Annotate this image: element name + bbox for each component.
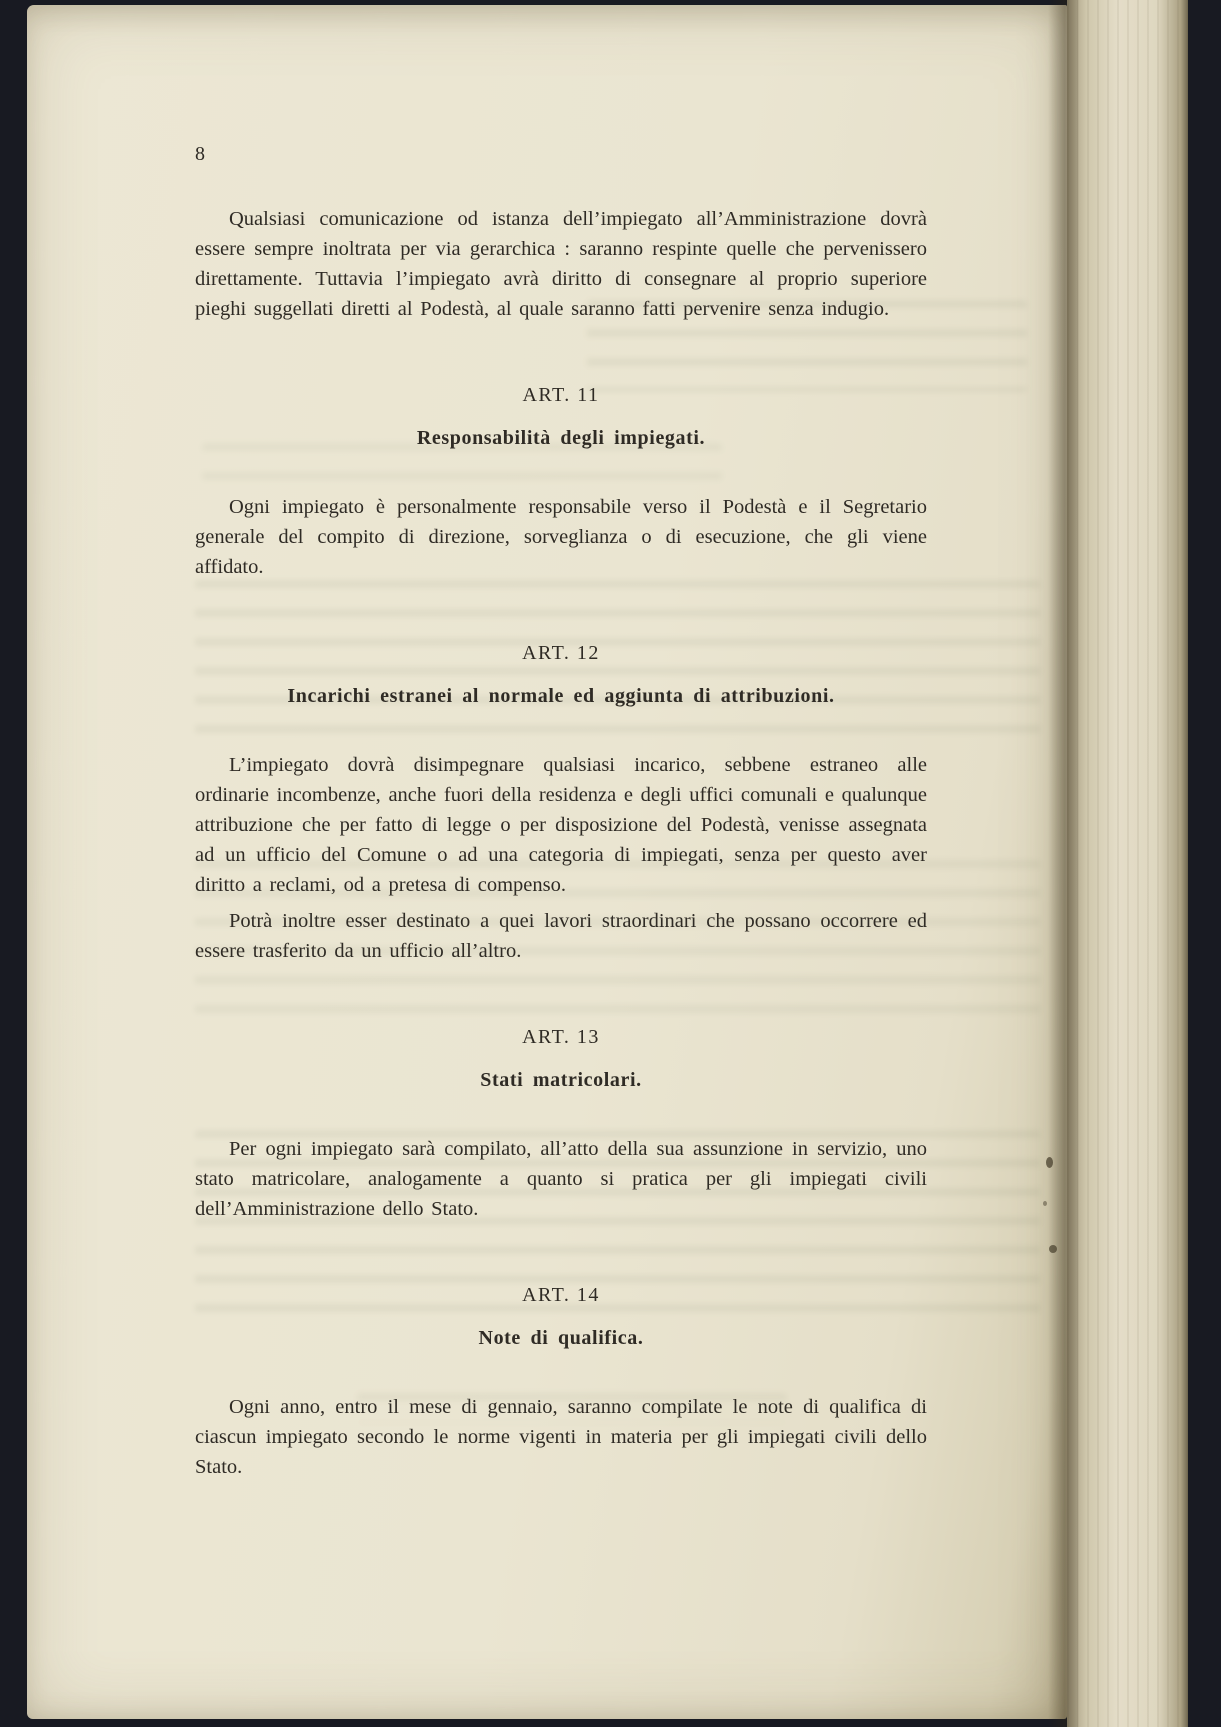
article-11-title: Responsabilità degli impiegati. [416, 427, 706, 449]
page-number: 8 [195, 143, 206, 165]
article-14-paragraph: Ogni anno, entro il mese di gennaio, saranno compilate le note di qualifica di ciascun impiegato secondo le norme vigenti in materia per gli impiegati civili dello Stato. [195, 1396, 927, 1478]
binding-speck [1049, 1245, 1057, 1253]
article-11-paragraph: Ogni impiegato è personalmente responsabile verso il Podestà e il Segretario generale del compito di direzione, sorveglianza o di esecuzione, che gli viene affidato. [195, 496, 927, 578]
article-13 [195, 1026, 927, 1224]
article-12-label: ART. 12 [522, 642, 600, 664]
intro-paragraph: Qualsiasi comunicazione od istanza dell’impiegato all’Amministrazione dovrà essere sempre inoltrata per via gerarchica : saranno respinte quelle che pervenissero direttamente. Tuttavia l’impiegato avrà diritto di consegnare al proprio superiore pieghi suggellati diretti al Podestà, al quale saranno fatti pervenire senza indugio. [195, 208, 927, 320]
next-page-edge [1067, 0, 1188, 1727]
article-11-label: ART. 11 [522, 384, 600, 406]
article-11 [195, 384, 927, 582]
article-13-label: ART. 13 [522, 1026, 600, 1048]
article-13-title: Stati matricolari. [480, 1069, 642, 1091]
article-12 [195, 642, 927, 966]
book-page [27, 5, 1067, 1719]
article-14 [195, 1284, 927, 1482]
binding-speck [1043, 1201, 1047, 1206]
article-12-title: Incarichi estranei al normale ed aggiunta di attribuzioni. [287, 685, 835, 707]
article-14-label: ART. 14 [522, 1284, 600, 1306]
article-12-paragraph: Potrà inoltre esser destinato a quei lavori straordinari che possano occorrere ed essere trasferito da un ufficio all’altro. [195, 910, 927, 962]
binding-speck [1046, 1157, 1053, 1168]
article-14-title: Note di qualifica. [478, 1327, 644, 1349]
article-13-paragraph: Per ogni impiegato sarà compilato, all’atto della sua assunzione in servizio, uno stato matricolare, analogamente a quanto si pratica per gli impiegati civili dell’Amministrazione dello Stato. [195, 1138, 927, 1220]
page-content [195, 5, 927, 1482]
article-12-paragraph: L’impiegato dovrà disimpegnare qualsiasi incarico, sebbene estraneo alle ordinarie incombenze, anche fuori della residenza e degli uffici comunali e qualunque attribuzione che per fatto di legge o per disposizione del Podestà, venisse assegnata ad un ufficio del Comune o ad una categoria di impiegati, senza per questo aver diritto a reclami, od a pretesa di compenso. [195, 754, 927, 896]
